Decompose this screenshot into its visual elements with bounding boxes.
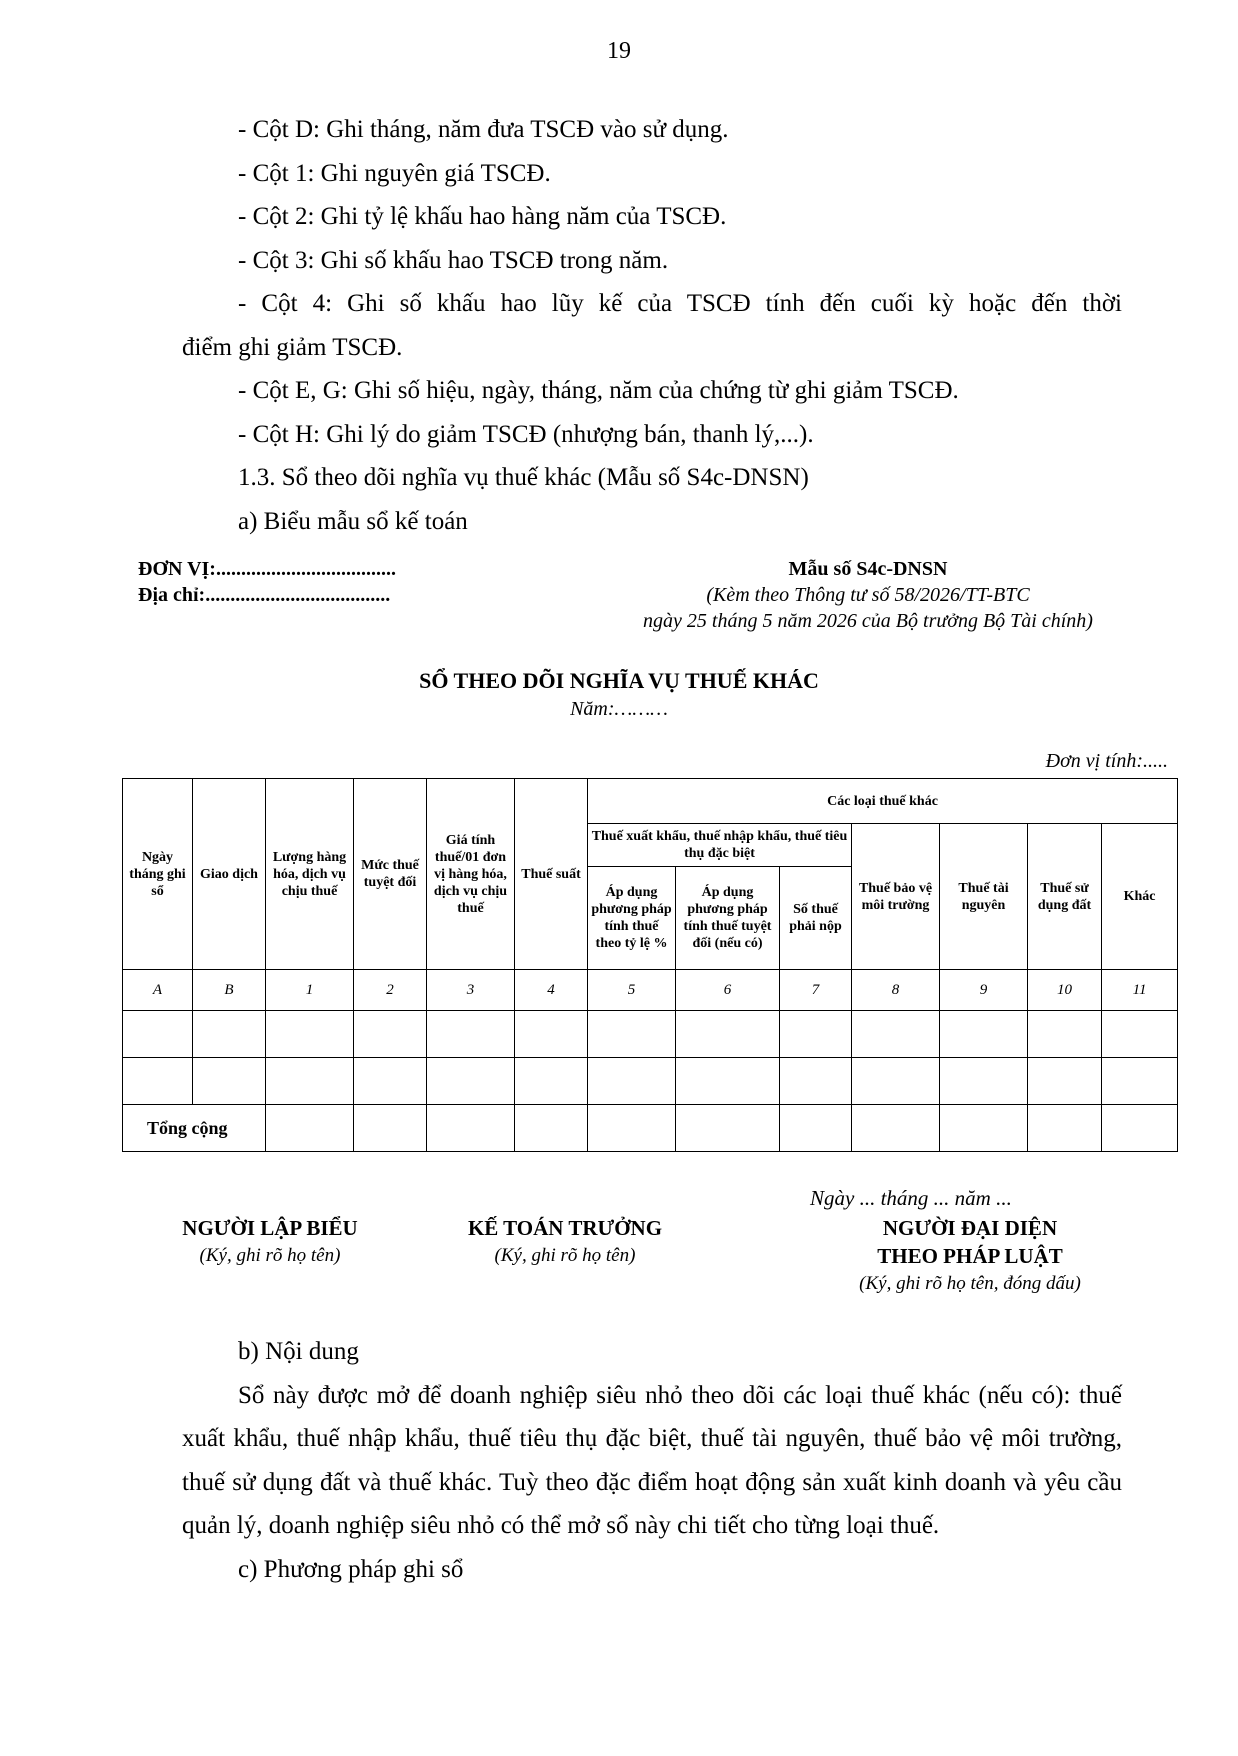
preparer-role: NGƯỜI LẬP BIỂU — [182, 1216, 358, 1240]
header-environment-tax: Thuế bảo vệ môi trường — [852, 824, 940, 970]
header-transaction: Giao dịch — [193, 779, 266, 970]
legal-rep-signature — [790, 1214, 1150, 1298]
paragraph-col-4: - Cột 4: Ghi số khấu hao lũy kế của TSCĐ tính đến cuối kỳ hoặc đến thời — [238, 290, 1122, 317]
header-land-use-tax: Thuế sử dụng đất — [1028, 824, 1102, 970]
unit-block — [138, 556, 396, 608]
unit-of-calculation: Đơn vị tính:..... — [1045, 750, 1168, 772]
col-num: 3 — [427, 970, 515, 1011]
subheading-b: b) Nội dung — [238, 1338, 359, 1365]
header-taxable-price: Giá tính thuế/01 đơn vị hàng hóa, dịch vụ chịu thuế — [427, 779, 515, 970]
col-num: 9 — [940, 970, 1028, 1011]
ledger-table — [122, 778, 1178, 1152]
top-paragraphs — [182, 108, 1122, 543]
header-export-import-excise: Thuế xuất khẩu, thuế nhập khẩu, thuế tiêu thụ đặc biệt — [588, 824, 852, 867]
paragraph-col-2: - Cột 2: Ghi tỷ lệ khấu hao hàng năm của TSCĐ. — [238, 203, 727, 230]
col-num: B — [193, 970, 266, 1011]
paragraph-col-1: - Cột 1: Ghi nguyên giá TSCĐ. — [238, 159, 551, 187]
header-resource-tax: Thuế tài nguyên — [940, 824, 1028, 970]
legal-rep-role-2: THEO PHÁP LUẬT — [877, 1244, 1063, 1268]
col-num: 7 — [780, 970, 852, 1011]
legal-rep-note: (Ký, ghi rõ họ tên, đóng dấu) — [859, 1273, 1081, 1294]
unit-line: ĐƠN VỊ:.................................... — [138, 558, 396, 580]
column-number-row — [123, 970, 1178, 1011]
col-num: 4 — [515, 970, 588, 1011]
header-absolute-rate: Mức thuế tuyệt đối — [354, 779, 427, 970]
col-num: A — [123, 970, 193, 1011]
col-num: 1 — [266, 970, 354, 1011]
paragraph-col-4-cont: điểm ghi giảm TSCĐ. — [182, 333, 403, 361]
form-number: Mẫu số S4c-DNSN — [788, 558, 948, 580]
address-line: Địa chỉ:..................................... — [138, 584, 391, 606]
book-year: Năm:……… — [570, 698, 668, 720]
total-label: Tổng cộng — [123, 1105, 266, 1152]
table-row — [123, 1011, 1178, 1058]
legal-rep-role-1: NGƯỜI ĐẠI DIỆN — [882, 1216, 1058, 1240]
col-num: 10 — [1028, 970, 1102, 1011]
form-number-block — [588, 556, 1148, 634]
book-title: SỔ THEO DÕI NGHĨA VỤ THUẾ KHÁC — [419, 668, 819, 693]
col-num: 5 — [588, 970, 676, 1011]
subheading-c: c) Phương pháp ghi sổ — [238, 1555, 464, 1583]
header-absolute-method: Áp dụng phương pháp tính thuế tuyệt đối (nếu có) — [676, 867, 780, 970]
header-other-taxes: Các loại thuế khác — [588, 779, 1178, 824]
header-taxable-qty: Lượng hàng hóa, dịch vụ chịu thuế — [266, 779, 354, 970]
col-num: 11 — [1102, 970, 1178, 1011]
preparer-note: (Ký, ghi rõ họ tên) — [199, 1245, 341, 1266]
subheading-a: a) Biểu mẫu sổ kế toán — [238, 507, 468, 535]
signature-date: Ngày ... tháng ... năm ... — [810, 1186, 1012, 1210]
header-percent-method: Áp dụng phương pháp tính thuế theo tỷ lệ % — [588, 867, 676, 970]
form-header — [138, 556, 1148, 646]
col-num: 6 — [676, 970, 780, 1011]
header-other: Khác — [1102, 824, 1178, 970]
bottom-paragraphs — [182, 1330, 1122, 1591]
header-date: Ngày tháng ghi sổ — [123, 779, 193, 970]
total-row — [123, 1105, 1178, 1152]
header-tax-rate: Thuế suất — [515, 779, 588, 970]
header-tax-payable: Số thuế phải nộp — [780, 867, 852, 970]
paragraph-col-3: - Cột 3: Ghi số khấu hao TSCĐ trong năm. — [238, 246, 669, 274]
col-num: 8 — [852, 970, 940, 1011]
chief-accountant-signature — [420, 1214, 710, 1270]
paragraph-col-e-g: - Cột E, G: Ghi số hiệu, ngày, tháng, năm của chứng từ ghi giảm TSCĐ. — [238, 377, 959, 404]
paragraph-col-d: - Cột D: Ghi tháng, năm đưa TSCĐ vào sử dụng. — [238, 116, 729, 143]
page-number: 19 — [607, 38, 631, 64]
issued-by-line-1: (Kèm theo Thông tư số 58/2026/TT-BTC — [706, 584, 1030, 606]
preparer-signature — [120, 1214, 420, 1270]
chief-accountant-role: KẾ TOÁN TRƯỞNG — [467, 1216, 663, 1240]
content-b: Sổ này được mở để doanh nghiệp siêu nhỏ theo dõi các loại thuế khác (nếu có): thuế xuất khẩu, thuế nhập khẩu, thuế tiêu thụ đặc biệt, thuế tài nguyên, thuế bảo vệ môi trường, thuế sử dụng đất và thuế khác. Tuỳ theo đặc điểm hoạt động sản xuất kinh doanh và yêu cầu quản lý, doanh nghiệp siêu nhỏ có thể mở sổ này chi tiết cho từng loại thuế. — [182, 1381, 1122, 1539]
paragraph-col-h: - Cột H: Ghi lý do giảm TSCĐ (nhượng bán, thanh lý,...). — [238, 420, 814, 448]
issued-by-line-2: ngày 25 tháng 5 năm 2026 của Bộ trưởng Bộ Tài chính) — [643, 610, 1093, 632]
section-heading-1-3: 1.3. Sổ theo dõi nghĩa vụ thuế khác (Mẫu số S4c-DNSN) — [238, 464, 809, 491]
chief-accountant-note: (Ký, ghi rõ họ tên) — [494, 1245, 636, 1266]
table-row — [123, 1058, 1178, 1105]
col-num: 2 — [354, 970, 427, 1011]
